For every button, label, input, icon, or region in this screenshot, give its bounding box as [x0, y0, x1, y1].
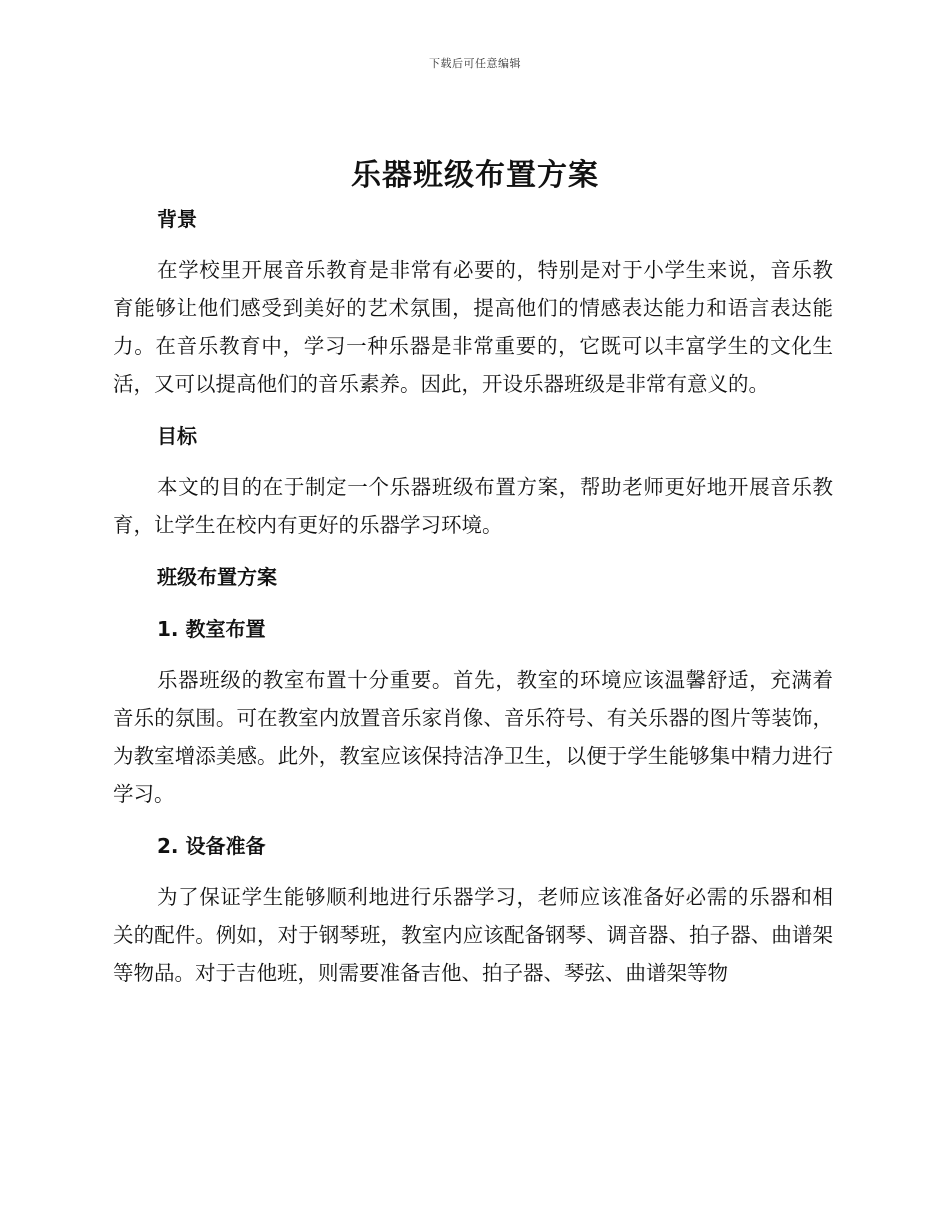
section-paragraph-classroom-layout: 乐器班级的教室布置十分重要。首先，教室的环境应该温馨舒适，充满着音乐的氛围。可在教室内放置音乐家肖像、音乐符号、有关乐器的图片等装饰，为教室增添美感。此外，教室应该保持洁净卫生，以便于学生能够集中精力进行学习。 — [113, 668, 833, 806]
section-paragraph-equipment: 为了保证学生能够顺利地进行乐器学习，老师应该准备好必需的乐器和相关的配件。例如，对于钢琴班，教室内应该配备钢琴、调音器、拍子器、曲谱架等物品。对于吉他班，则需要准备吉他、拍子器、琴弦、曲谱架等物 — [113, 885, 833, 985]
document-body — [113, 200, 833, 992]
document-title: 乐器班级布置方案 — [351, 158, 599, 193]
section-paragraph-background: 在学校里开展音乐教育是非常有必要的，特别是对于小学生来说，音乐教育能够让他们感受到美好的艺术氛围，提高他们的情感表达能力和语言表达能力。在音乐教育中，学习一种乐器是非常重要的，它既可以丰富学生的文化生活，又可以提高他们的音乐素养。因此，开设乐器班级是非常有意义的。 — [113, 258, 833, 396]
section-paragraph-goal: 本文的目的在于制定一个乐器班级布置方案，帮助老师更好地开展音乐教育，让学生在校内有更好的乐器学习环境。 — [113, 475, 833, 537]
section-heading-classroom-layout: 1. 教室布置 — [157, 617, 266, 641]
section-heading-plan: 班级布置方案 — [157, 565, 277, 589]
section-heading-goal: 目标 — [157, 424, 197, 448]
section-heading-background: 背景 — [157, 207, 197, 231]
section-heading-equipment: 2. 设备准备 — [157, 834, 266, 858]
page-header-note: 下载后可任意编辑 — [429, 57, 521, 70]
